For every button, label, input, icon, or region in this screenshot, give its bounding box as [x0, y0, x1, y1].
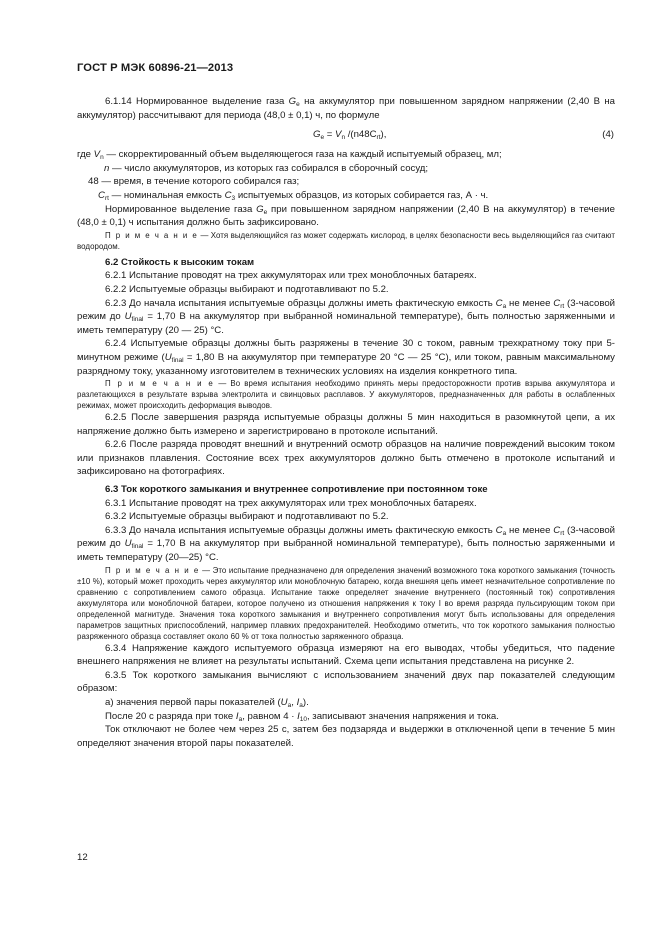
formula-4 [77, 126, 615, 148]
document-header: ГОСТ Р МЭК 60896-21—2013 [77, 62, 234, 74]
paragraph-6-3-4: 6.3.4 Напряжение каждого испытуемого образца измеряют на его выводах, чтобы убедиться, что падение внешнего напряжения не влияет на результаты испытаний. Схема цепи испытания представлена на рисунке 2. [77, 642, 615, 668]
legend-item: 48 — время, в течение которого собирался газ; [88, 176, 300, 188]
formula-legend [77, 148, 615, 202]
section-heading-6-2: 6.2 Стойкость к высоким токам [105, 256, 255, 268]
paragraph-6-2-2: 6.2.2 Испытуемые образцы выбирают и подготавливают по 5.2. [105, 283, 389, 295]
paragraph-6-3-2: 6.3.2 Испытуемые образцы выбирают и подготавливают по 5.2. [105, 511, 389, 523]
paragraph-6-1-14: 6.1.14 Нормированное выделение газа $G_e$ на аккумулятор при повышенном зарядном напряжении (2,40 В на аккумулятор) рассчитывают для периода (48,0 ± 0,1) ч, по формуле [77, 96, 615, 121]
page-number: 12 [77, 852, 88, 863]
paragraph-normalized-gas: Нормированное выделение газа $G_e$ при повышенном зарядном напряжении (2,40 В на аккумулятор) в течение (48,0 ± 0,1) ч испытания должно быть зафиксировано. [77, 203, 615, 229]
paragraph-6-2-1: 6.2.1 Испытание проводят на трех аккумуляторах или трех моноблочных батареях. [105, 270, 477, 282]
section-heading-6-3: 6.3 Ток короткого замыкания и внутреннее сопротивление при постоянном токе [105, 484, 488, 496]
formula-number: (4) [602, 129, 614, 141]
paragraph-6-3-1: 6.3.1 Испытание проводят на трех аккумуляторах или трех моноблочных батареях. [105, 497, 477, 509]
paragraph-after-20s: После 20 с разряда при токе $I_a$, равном $4 \cdot I_{10}$, записывают значения напряжения и тока. [105, 710, 499, 723]
paragraph-current-off: Ток отключают не более чем через 25 с, затем без подзаряда и выдержки в отключенной цепи в течение 5 мин определяют значения второй пары показателей. [77, 724, 615, 749]
legend-item: $C_{rt}$ — номинальная емкость $C_3$ испытуемых образцов, из которых собирается газ, А · ч. [98, 189, 489, 202]
paragraph-6-2-6: 6.2.6 После разряда проводят внешний и внутренний осмотр образцов на наличие повреждений высоким током или признаков плавления. Состояние всех трех аккумуляторов должно быть отмечено в протоколе испытаний и зафиксировано на фотографиях. [77, 439, 615, 478]
paragraph-6-2-5: 6.2.5 После завершения разряда испытуемые образцы должны 5 мин находиться в разомкнутой цепи, а их напряжение должно быть измерено и зарегистрировано в протоколе испытаний. [77, 412, 615, 437]
document-body [77, 95, 615, 750]
paragraph-6-2-3: 6.2.3 До начала испытания испытуемые образцы должны иметь фактическую емкость $C_a$ не менее $C_{rt}$ (3-часовой режим до $U_{final} = 1,70$ В на аккумулятор при выбранной номинальной температуре), быть полностью заряженными и иметь температуру (20 — 25) °С. [77, 297, 616, 336]
note-2: П р и м е ч а н и е — Во время испытания необходимо принять меры предосторожности против взрыва аккумулятора и разлетающихся в результате взрыва электролита и свинцовых расплавов. У аккумуляторов, предназначенных для работы в ослабленных режимах, может происходить деформация выводов. [77, 379, 616, 411]
legend-item: где $V_n$ — скорректированный объем выделяющегося газа на каждый испытуемый образец, мл; [77, 149, 502, 162]
paragraph-6-2-4: 6.2.4 Испытуемые образцы должны быть разряжены в течение 30 с током, равным трехкратному току при 5-минутном режиме ($U_{final} = 1,80$ В на аккумулятор при температуре 20 °С — 25 °С), или током, равным максимальному разрядному току, указанному изготовителем в технических условиях на изделия конкретного типа. [77, 338, 615, 377]
paragraph-6-3-5: 6.3.5 Ток короткого замыкания вычисляют с использованием значений двух пар показателей следующим образом: [77, 669, 615, 695]
formula-expression: $G_e = V_n$ $/(n48C_{rt})$, [313, 129, 387, 142]
list-item-a: а) значения первой пары показателей ($U_a$, $I_a$). [105, 697, 309, 709]
note-1: П р и м е ч а н и е — Хотя выделяющийся газ может содержать кислород, в целях безопасности весь выделяющийся газ считают водородом. [77, 230, 615, 251]
legend-item: n — число аккумуляторов, из которых газ собирался в сборочный сосуд; [104, 162, 429, 174]
note-3: П р и м е ч а н и е — Это испытание предназначено для определения значений возможного тока короткого замыкания (точность ±10 %), который может проходить через аккумулятор или моноблочную батарею, когда внешняя цепь имеет незначительное сопротивление по сравнению с сопротивлением самого образца. Испытание также определяет значение внутреннего (постоянный ток) сопротивления аккумулятора или моноблочной батареи, которое получено из отношения напряжения к току I во время разряда пульсирующим током при определенной магнитуде. Значения тока короткого замыкания и внутреннего сопротивления могут быть использованы для определения параметров защитных приспособлений, например плавких предохранителей. Необходимо отметить, что ток короткого замыкания полностью разряженного образца составляет около 60 % от тока полностью заряженного образца. [77, 565, 615, 641]
paragraph-6-3-3: 6.3.3 До начала испытания испытуемые образцы должны иметь фактическую емкость $C_a$ не менее $C_{rt}$ (3-часовой режим до $U_{final} = 1,70$ В на аккумулятор при выбранной номинальной температуре), быть полностью заряженными и иметь температуру (20—25) °С. [77, 524, 616, 564]
